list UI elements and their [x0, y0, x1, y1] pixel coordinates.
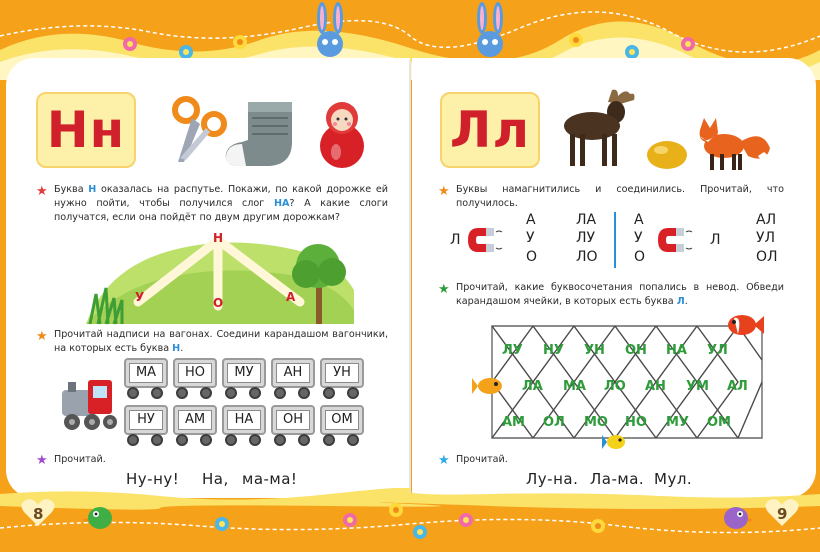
task-text: Прочитай, какие буквосочетания попались в невод. Обведи карандашом ячейки, в которых есть буква: [456, 282, 784, 307]
magnet-result: ОЛ: [756, 249, 778, 265]
magnet-result: АЛ: [756, 212, 777, 228]
net-cell[interactable]: НО: [625, 415, 647, 430]
fox-icon: [692, 112, 772, 172]
star-bullet-icon: ★: [438, 184, 450, 199]
wagon-body: [320, 405, 364, 435]
wagon[interactable]: [320, 405, 364, 447]
letter-card-l: [440, 92, 540, 168]
wagon-label: НО: [178, 363, 212, 383]
net-cell[interactable]: ЛУ: [502, 343, 523, 358]
net-cell[interactable]: НА: [666, 343, 687, 358]
wagon-label: АН: [276, 363, 310, 383]
wagon-label: НА: [227, 410, 261, 430]
net-cell[interactable]: МА: [563, 379, 586, 394]
wagon-label: МУ: [227, 363, 261, 383]
highlight-letter: Н: [88, 184, 97, 195]
reading-word: Ну-ну!: [126, 470, 180, 488]
reading-word: Ла-ма.: [590, 470, 645, 488]
page-spine: [409, 60, 411, 496]
wagon[interactable]: [124, 358, 168, 400]
highlight-letter: Л: [676, 296, 685, 307]
wagon-wheel: [200, 434, 212, 446]
task-text: оказалась на распутье. Покажи, по какой дорожке ей нужно пойти, чтобы получился слог: [54, 184, 388, 209]
wagon-label: МА: [129, 363, 163, 383]
wagon-wheel: [151, 434, 163, 446]
wagon-wheel: [249, 387, 261, 399]
bottom-decorative-band: [0, 488, 820, 552]
wagon-wheel: [225, 434, 237, 446]
net-cell[interactable]: АН: [645, 379, 666, 394]
wagon[interactable]: [271, 405, 315, 447]
wagon-wheel: [274, 434, 286, 446]
task-paragraph-2: [54, 328, 388, 356]
wagon-wheel: [298, 434, 310, 446]
net-cell[interactable]: ЛА: [522, 379, 543, 394]
net-cell[interactable]: МО: [584, 415, 608, 430]
page-number: 8: [33, 505, 44, 523]
wagon-wheel: [298, 387, 310, 399]
reading-word: На,: [202, 470, 229, 488]
wagon-wheel: [347, 387, 359, 399]
task-paragraph-1: [54, 183, 388, 225]
star-bullet-icon: ★: [36, 453, 48, 468]
task-paragraph-1: Буквы намагнитились и соединились. Прочитай, что получилось.: [456, 184, 784, 209]
letter-pair: Нн: [46, 101, 126, 159]
star-bullet-icon: ★: [36, 184, 48, 199]
star-bullet-icon: ★: [36, 329, 48, 344]
wagon-body: [271, 358, 315, 388]
task-text: Прочитай надписи на вагонах. Соедини карандашом вагончики, на которых есть буква: [54, 329, 388, 354]
wagon-label: ОМ: [325, 410, 359, 430]
wagon-body: [124, 358, 168, 388]
wagon-label: УН: [325, 363, 359, 383]
net-cell[interactable]: МУ: [666, 415, 689, 430]
net-cell[interactable]: ЛО: [604, 379, 626, 394]
task-paragraph-2: [456, 281, 784, 309]
lemon-icon: [644, 138, 690, 172]
wagon-wheel: [200, 387, 212, 399]
wagon-wheel: [127, 387, 139, 399]
path-letter-u: У: [135, 290, 145, 304]
fish-icon: [724, 310, 766, 340]
path-letter-o: О: [213, 296, 224, 310]
magnet-letter: Л: [450, 232, 461, 248]
fish-icon: [602, 432, 628, 452]
wagon-wheel: [225, 387, 237, 399]
magnet-result: УЛ: [756, 230, 776, 246]
wagon[interactable]: [173, 358, 217, 400]
task-text: Буква: [54, 184, 89, 195]
wagon-body: [222, 405, 266, 435]
wagon-label: АМ: [178, 410, 212, 430]
magnet-vowel: А: [526, 212, 536, 228]
wagon[interactable]: [222, 358, 266, 400]
wagon-body: [173, 358, 217, 388]
magnet-vowel: О: [526, 249, 538, 265]
scissors-icon: [170, 96, 228, 166]
fish-icon: [472, 374, 506, 398]
wagon[interactable]: [124, 405, 168, 447]
highlight-syllable: НА: [273, 198, 290, 209]
wagon-wheel: [249, 434, 261, 446]
path-letter-a: А: [286, 290, 296, 304]
roly-poly-doll-icon: [316, 96, 368, 170]
wagon-body: [173, 405, 217, 435]
net-cell[interactable]: НУ: [543, 343, 564, 358]
page-number: 9: [777, 505, 788, 523]
task-paragraph-3: Прочитай.: [456, 454, 508, 465]
reading-word: Лу-на.: [526, 470, 579, 488]
star-bullet-icon: ★: [438, 282, 450, 297]
star-bullet-icon: ★: [438, 453, 450, 468]
letter-card-n: [36, 92, 136, 168]
wagon-body: [222, 358, 266, 388]
net-cell[interactable]: УН: [584, 343, 605, 358]
wagon-body: [271, 405, 315, 435]
wagon-wheel: [323, 434, 335, 446]
task-text: .: [180, 343, 184, 354]
reading-word: ма-ма!: [242, 470, 298, 488]
wagon-body: [124, 405, 168, 435]
wagon[interactable]: [222, 405, 266, 447]
net-cell[interactable]: УМ: [686, 379, 709, 394]
wagon-wheel: [323, 387, 335, 399]
wagon-wheel: [176, 387, 188, 399]
wagon-wheel: [127, 434, 139, 446]
sock-icon: [222, 98, 304, 172]
magnet-letter: Л: [710, 232, 721, 248]
magnet-vowel: А: [634, 212, 644, 228]
magnet-vowel: У: [634, 230, 643, 246]
wagon-wheel: [151, 387, 163, 399]
net-cell[interactable]: ОЛ: [543, 415, 565, 430]
crossroads-start-letter: Н: [213, 231, 224, 245]
wagon-body: [320, 358, 364, 388]
locomotive-icon: [58, 376, 122, 432]
wagon-wheel: [176, 434, 188, 446]
magnet-result: ЛА: [576, 212, 597, 228]
task-text: ? А какие слоги получатся, если она пойдёт по двум другим дорожкам?: [54, 198, 389, 223]
moose-icon: [556, 86, 638, 170]
magnet-result: ЛО: [576, 249, 598, 265]
wagon-label: ОН: [276, 410, 310, 430]
net-cell[interactable]: АМ: [502, 415, 525, 430]
net-cell[interactable]: АЛ: [727, 379, 748, 394]
letter-pair: Лл: [449, 101, 531, 159]
magnet-vowel: О: [634, 249, 646, 265]
wagon-wheel: [347, 434, 359, 446]
magnet-icon: [466, 224, 506, 256]
net-cell[interactable]: ОН: [625, 343, 647, 358]
reading-word: Мул.: [654, 470, 693, 488]
net-cell[interactable]: УЛ: [707, 343, 728, 358]
wagon[interactable]: [320, 358, 364, 400]
magnet-divider: [614, 212, 616, 268]
highlight-letter: Н: [172, 343, 181, 354]
wagon-label: НУ: [129, 410, 163, 430]
wagon-wheel: [274, 387, 286, 399]
magnet-result: ЛУ: [576, 230, 596, 246]
magnet-icon: [656, 224, 696, 256]
magnet-vowel: У: [526, 230, 535, 246]
task-text: .: [684, 296, 688, 307]
net-cell[interactable]: ОМ: [707, 415, 731, 430]
wagon[interactable]: [271, 358, 315, 400]
wagon[interactable]: [173, 405, 217, 447]
task-paragraph-3: Прочитай.: [54, 454, 106, 465]
